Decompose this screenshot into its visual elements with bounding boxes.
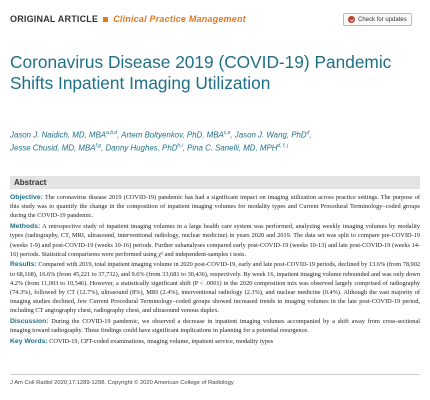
check-updates-icon: [348, 16, 355, 23]
author-affiliation: d: [306, 130, 310, 136]
abstract-results: [10, 260, 420, 315]
abstract-keywords: [10, 337, 420, 346]
keywords-label: Key Words:: [10, 338, 48, 346]
discussion-label: Discussion:: [10, 318, 49, 326]
article-section: Clinical Practice Management: [113, 14, 246, 24]
author-affiliation: a,b,d: [106, 130, 118, 136]
author-name[interactable]: Jesse Chusid, MD, MBA: [10, 143, 96, 153]
results-label: Results:: [10, 261, 37, 269]
author-name[interactable]: Danny Hughes, PhD: [105, 143, 178, 153]
author-affiliation: c,e: [223, 130, 231, 136]
abstract-heading: Abstract: [10, 176, 420, 189]
author-list: Jason J. Naidich, MD, MBA$^{a,b,d}$, Artem Boltyenkov, PhD, MBA$^{c,e}$, Jason J. Wang, PhD$^d$, Jesse Chusid, MD, MBA$^{f,g}$, Danny Hughes, PhD$^{h,i}$, Pina C. Sanelli, MD, MPH$^{d, f, j}$: [10, 130, 312, 153]
author-name[interactable]: Jason J. Naidich, MD, MBA: [10, 130, 107, 140]
check-updates-label: Check for updates: [358, 16, 407, 23]
article-title: Coronavirus Disease 2019 (COVID-19) Pandemic Shifts Inpatient Imaging Utilization: [10, 52, 392, 93]
abstract-methods: [10, 222, 420, 259]
author-affiliation: d, f, j: [277, 143, 289, 150]
keywords-text: COVID-19, CPT-coded examinations, imaging volume, inpatient service, modality types: [49, 338, 274, 346]
article-type: ORIGINAL ARTICLE: [10, 14, 99, 24]
separator-square-icon: [103, 17, 108, 22]
methods-label: Methods:: [10, 223, 41, 231]
abstract-discussion: [10, 317, 420, 335]
abstract-objective: [10, 193, 420, 221]
citation-footer: J Am Coll Radiol 2020;17:1289-1298. Copyright © 2020 American College of Radiology: [10, 380, 234, 386]
discussion-text: During the COVID-19 pandemic, we observed a decrease in inpatient imaging volumes accompanied by a shift away from cross-sectional imaging toward radiography. These findings could have significant implications in planning for a potential resurgence.: [10, 318, 420, 335]
article-kicker: [10, 14, 246, 24]
objective-text: The coronavirus disease 2019 (COVID-19) pandemic has had a significant impact on imaging utilization across practice settings. The purpose of this study was to quantify the change in the composition of inpatient imaging volumes for modality types and Current Procedural Terminology–coded groups during the COVID-19 pandemic.: [10, 194, 420, 220]
objective-label: Objective:: [10, 194, 43, 201]
author-name[interactable]: Artem Boltyenkov, PhD, MBA: [121, 130, 224, 140]
abstract-body: [10, 193, 420, 348]
footer-divider: [10, 374, 420, 375]
author-name[interactable]: Pina C. Sanelli, MD, MPH: [187, 143, 278, 153]
results-text: Compared with 2019, total inpatient imaging volume in 2020 post-COVID-19, early and late post-COVID-19 periods, declined by 13.6% (from 78,902 to 68,168), 16.6% (from 45,221 to 37,732), and 9.6% (from 33,681 to 30,436), respectively. By week 16, inpatient imaging volume rebounded and was only down 4.2% (from 11,003 to 10,546). However, a statistically significant shift (P < .0001) in the 2020 composition mix was observed largely comprised of radiography (74.3%), followed by CT (12.7%), ultrasound (8%), MRI (2.4%), interventional radiology (2.3%), and nuclear medicine (0.4%). Although the vast majority of imaging studies declined, few Current Procedural Terminology–coded groups showed increased trends in imaging volumes in the late post-COVID-19 period, including CT angiography chest, radiography chest, and ultrasound venous duplex.: [10, 261, 420, 315]
author-affiliation: f,g: [95, 143, 102, 150]
methods-text: A retrospective study of inpatient imaging volumes in a large health care system was performed, analyzing weekly imaging volumes by modality types (radiography, CT, MRI, ultrasound, interventional radiology, nuclear medicine) in years 2020 and 2019. The data set was split to compare pre-COVID-19 (weeks 1-9) and post-COVID-19 (weeks 10-16) periods. Further subanalyses compared early post-COVID-19 (weeks 10-13) and late post-COVID-19 (weeks 14-16) periods. Statistical comparisons were performed using χ² and independent-samples t tests.: [10, 223, 420, 258]
author-affiliation: h,i: [177, 143, 183, 150]
author-name[interactable]: Jason J. Wang, PhD: [234, 130, 307, 140]
check-for-updates-button[interactable]: [343, 13, 412, 26]
